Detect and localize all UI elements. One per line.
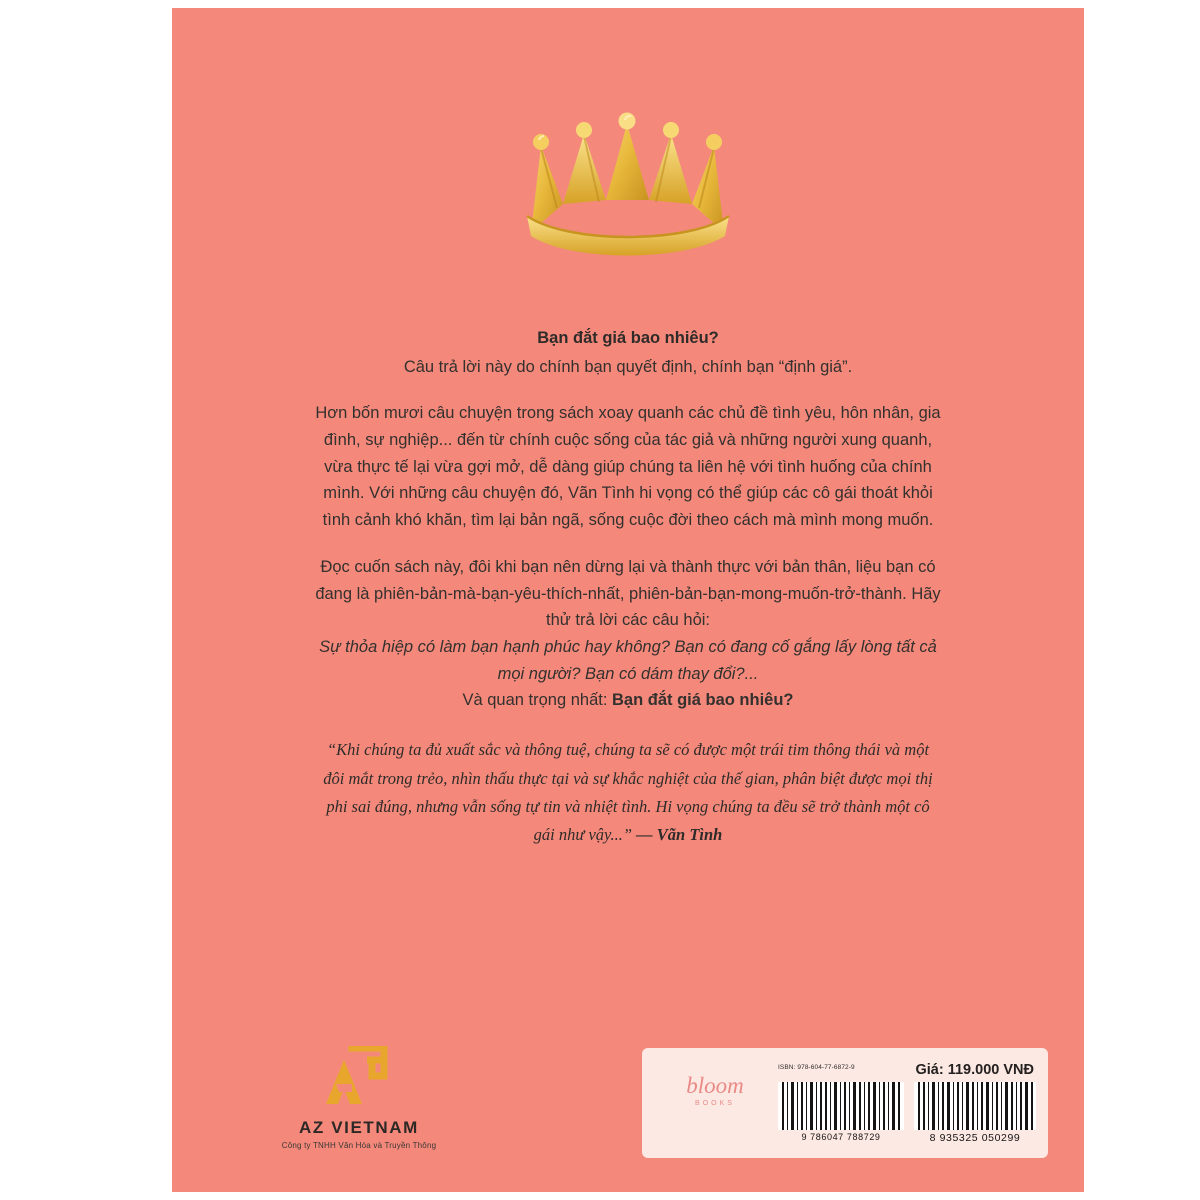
isbn-barcode-digits: 9 786047 788729 xyxy=(801,1132,881,1142)
az-logo-icon xyxy=(322,1046,396,1110)
blurb-paragraph-1: Hơn bốn mươi câu chuyện trong sách xoay quanh các chủ đề tình yêu, hôn nhân, gia đình, sự nghiệp... đến từ chính cuộc sống của tác giả và những người xung quanh, vừa thực tế lại vừa gợi mở, dễ dàng giúp chúng ta liên hệ với tình huống của chính mình. Với những câu chuyện đó, Vãn Tình hi vọng có thể giúp các cô gái thoát khỏi tình cảnh khó khăn, tìm lại bản ngã, sống cuộc đời theo cách mà mình mong muốn. xyxy=(315,404,941,530)
ean-barcode-bars xyxy=(914,1082,1036,1130)
imprint-name: bloom xyxy=(686,1073,744,1098)
blurb-closing-bold: Bạn đắt giá bao nhiêu? xyxy=(612,691,794,710)
blurb-closing-prefix: Và quan trọng nhất: xyxy=(462,691,612,710)
blurb-questions: Sự thỏa hiệp có làm bạn hạnh phúc hay không? Bạn có đang cố gắng lấy lòng tất cả mọi người? Bạn có dám thay đổi?... xyxy=(319,638,937,683)
blurb-headline: Bạn đắt giá bao nhiêu? xyxy=(537,329,719,347)
blurb-closing xyxy=(312,687,944,714)
publisher-name: AZ VIETNAM xyxy=(299,1118,419,1137)
gold-crown-icon xyxy=(513,112,743,262)
isbn-barcode-bars xyxy=(778,1082,904,1130)
blurb-subheadline: Câu trả lời này do chính bạn quyết định, chính bạn “định giá”. xyxy=(403,357,853,376)
isbn-label: ISBN: 978-604-77-6872-9 xyxy=(778,1064,855,1071)
publisher-block xyxy=(244,1046,474,1150)
blurb-quote-author: — Vãn Tình xyxy=(636,825,723,845)
imprint-subtitle: BOOKS xyxy=(695,1100,735,1107)
publisher-subtitle: Công ty TNHH Văn Hóa và Truyền Thông xyxy=(281,1141,437,1150)
cover-artboard xyxy=(172,8,1084,1192)
ean-barcode xyxy=(914,1082,1036,1130)
blurb-quote xyxy=(312,736,944,850)
isbn-price-panel xyxy=(642,1048,1048,1158)
crown-illustration xyxy=(172,112,1084,262)
isbn-barcode xyxy=(778,1082,904,1130)
ean-barcode-digits: 8 935325 050299 xyxy=(929,1132,1021,1144)
blurb-quote-text: “Khi chúng ta đủ xuất sắc và thông tuệ, chúng ta sẽ có được một trái tim thông thái và một đôi mắt trong trẻo, nhìn thấu thực tại và sự khắc nghiệt của thế gian, phân biệt được mọi thị phi sai đúng, nhưng vẫn sống tự tin và nhiệt tình. Hi vọng chúng ta đều sẽ trở thành một cô gái như vậy...” xyxy=(323,740,933,845)
price-label: Giá: 119.000 VNĐ xyxy=(915,1062,1034,1078)
blurb-paragraph-2: Đọc cuốn sách này, đôi khi bạn nên dừng lại và thành thực với bản thân, liệu bạn có đang là phiên-bản-mà-bạn-yêu-thích-nhất, phiên-bản-bạn-mong-muốn-trở-thành. Hãy thử trả lời các câu hỏi: xyxy=(315,557,941,630)
imprint-logo xyxy=(660,1074,770,1107)
blurb-text-block xyxy=(312,326,944,866)
